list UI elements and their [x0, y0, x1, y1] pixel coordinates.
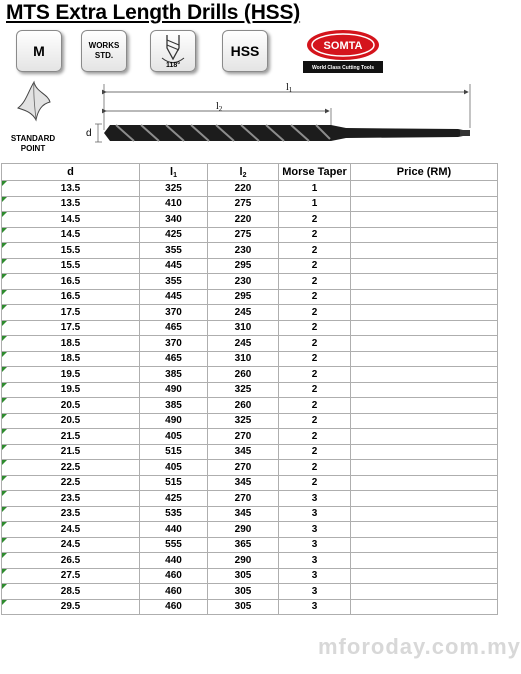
cell-l1: 370 — [140, 336, 208, 352]
point-angle-badge — [150, 30, 196, 72]
cell-l2: 295 — [208, 258, 279, 274]
cell-l1: 370 — [140, 305, 208, 321]
table-row — [2, 460, 498, 476]
cell-l1: 465 — [140, 320, 208, 336]
cell-price — [351, 537, 498, 553]
cell-l1: 355 — [140, 243, 208, 259]
cell-price — [351, 227, 498, 243]
cell-d: 17.5 — [2, 305, 140, 321]
cell-d: 21.5 — [2, 429, 140, 445]
dim-l2-sub: 2 — [218, 105, 223, 113]
cell-l1: 385 — [140, 398, 208, 414]
cell-price — [351, 584, 498, 600]
cell-l1: 460 — [140, 584, 208, 600]
cell-l1: 425 — [140, 227, 208, 243]
cell-d: 21.5 — [2, 444, 140, 460]
cell-l1: 465 — [140, 351, 208, 367]
table-row — [2, 305, 498, 321]
cell-morse-taper: 2 — [279, 305, 351, 321]
cell-morse-taper: 3 — [279, 584, 351, 600]
cell-price — [351, 181, 498, 197]
table-row — [2, 599, 498, 615]
cell-l2: 230 — [208, 243, 279, 259]
angle-label: 118° — [165, 62, 181, 69]
cell-l1: 445 — [140, 289, 208, 305]
standard-point-icon — [14, 80, 54, 132]
cell-morse-taper: 2 — [279, 289, 351, 305]
table-row — [2, 336, 498, 352]
watermark: mforoday.com.my — [318, 634, 521, 659]
cell-price — [351, 320, 498, 336]
cell-d: 17.5 — [2, 320, 140, 336]
hss-label: HSS — [230, 43, 260, 59]
table-row — [2, 274, 498, 290]
cell-l2: 325 — [208, 382, 279, 398]
table-row — [2, 258, 498, 274]
cell-l1: 440 — [140, 553, 208, 569]
table-row — [2, 568, 498, 584]
cell-price — [351, 460, 498, 476]
cell-l1: 515 — [140, 475, 208, 491]
cell-price — [351, 382, 498, 398]
cell-l1: 555 — [140, 537, 208, 553]
cell-price — [351, 429, 498, 445]
cell-d: 14.5 — [2, 212, 140, 228]
cell-price — [351, 506, 498, 522]
table-row — [2, 491, 498, 507]
cell-price — [351, 212, 498, 228]
cell-l1: 460 — [140, 568, 208, 584]
cell-morse-taper: 2 — [279, 212, 351, 228]
cell-price — [351, 522, 498, 538]
cell-l2: 260 — [208, 367, 279, 383]
cell-d: 14.5 — [2, 227, 140, 243]
col-header-l2-letter: l — [239, 165, 243, 178]
cell-l1: 340 — [140, 212, 208, 228]
table-row — [2, 227, 498, 243]
cell-morse-taper: 2 — [279, 351, 351, 367]
cell-d: 18.5 — [2, 351, 140, 367]
table-row — [2, 289, 498, 305]
cell-price — [351, 243, 498, 259]
table-row — [2, 553, 498, 569]
dim-l1-sub: 1 — [288, 86, 293, 94]
cell-d: 13.5 — [2, 196, 140, 212]
cell-l1: 535 — [140, 506, 208, 522]
cell-d: 18.5 — [2, 336, 140, 352]
cell-l1: 460 — [140, 599, 208, 615]
drill-table — [1, 163, 498, 615]
cell-morse-taper: 2 — [279, 475, 351, 491]
table-row — [2, 444, 498, 460]
cell-morse-taper: 3 — [279, 568, 351, 584]
std-label: STD. — [94, 51, 114, 60]
col-header-morse-taper: Morse Taper — [279, 164, 351, 181]
cell-price — [351, 196, 498, 212]
col-header-l1-letter: l — [170, 165, 174, 178]
cell-d: 29.5 — [2, 599, 140, 615]
cell-l2: 310 — [208, 351, 279, 367]
cell-l2: 305 — [208, 599, 279, 615]
cell-morse-taper: 2 — [279, 398, 351, 414]
cell-l2: 270 — [208, 491, 279, 507]
cell-l2: 275 — [208, 227, 279, 243]
table-row — [2, 429, 498, 445]
cell-morse-taper: 1 — [279, 181, 351, 197]
cell-price — [351, 475, 498, 491]
cell-morse-taper: 2 — [279, 444, 351, 460]
standard-label: STANDARD — [10, 134, 56, 143]
cell-d: 27.5 — [2, 568, 140, 584]
cell-morse-taper: 3 — [279, 491, 351, 507]
dim-l2-label — [216, 101, 223, 113]
cell-l1: 355 — [140, 274, 208, 290]
cell-l2: 345 — [208, 444, 279, 460]
page-title: MTS Extra Length Drills (HSS) — [6, 1, 301, 24]
cell-l1: 490 — [140, 413, 208, 429]
col-header-l2 — [208, 164, 279, 181]
material-m-label: M — [33, 43, 45, 59]
cell-price — [351, 351, 498, 367]
cell-d: 22.5 — [2, 460, 140, 476]
cell-l1: 325 — [140, 181, 208, 197]
cell-d: 19.5 — [2, 382, 140, 398]
cell-price — [351, 258, 498, 274]
cell-l2: 310 — [208, 320, 279, 336]
cell-price — [351, 491, 498, 507]
cell-l2: 305 — [208, 568, 279, 584]
works-std-badge — [81, 30, 127, 72]
cell-price — [351, 367, 498, 383]
cell-l2: 270 — [208, 460, 279, 476]
cell-l2: 290 — [208, 522, 279, 538]
cell-price — [351, 398, 498, 414]
dim-l1-label — [286, 82, 293, 94]
table-row — [2, 320, 498, 336]
cell-price — [351, 289, 498, 305]
cell-l2: 275 — [208, 196, 279, 212]
cell-l2: 245 — [208, 336, 279, 352]
cell-morse-taper: 2 — [279, 429, 351, 445]
cell-d: 23.5 — [2, 506, 140, 522]
table-row — [2, 398, 498, 414]
works-label: WORKS — [88, 41, 120, 50]
cell-d: 15.5 — [2, 243, 140, 259]
cell-l2: 270 — [208, 429, 279, 445]
cell-d: 19.5 — [2, 367, 140, 383]
cell-l2: 345 — [208, 506, 279, 522]
cell-morse-taper: 2 — [279, 413, 351, 429]
standard-point-label — [4, 134, 62, 154]
table-row — [2, 537, 498, 553]
cell-morse-taper: 2 — [279, 367, 351, 383]
cell-l1: 405 — [140, 460, 208, 476]
somta-logo — [303, 27, 383, 75]
dim-d-label: d — [86, 128, 92, 139]
cell-d: 23.5 — [2, 491, 140, 507]
cell-d: 16.5 — [2, 289, 140, 305]
dim-l2-letter: l — [216, 101, 219, 112]
cell-l1: 440 — [140, 522, 208, 538]
col-header-d: d — [2, 164, 140, 181]
table-row — [2, 413, 498, 429]
point-label: POINT — [20, 144, 46, 153]
cell-l2: 325 — [208, 413, 279, 429]
table-row — [2, 367, 498, 383]
cell-price — [351, 568, 498, 584]
cell-l1: 515 — [140, 444, 208, 460]
col-header-price: Price (RM) — [351, 164, 498, 181]
cell-l2: 245 — [208, 305, 279, 321]
cell-l2: 260 — [208, 398, 279, 414]
cell-d: 15.5 — [2, 258, 140, 274]
table-row — [2, 522, 498, 538]
cell-price — [351, 336, 498, 352]
cell-d: 13.5 — [2, 181, 140, 197]
cell-d: 20.5 — [2, 398, 140, 414]
cell-d: 16.5 — [2, 274, 140, 290]
cell-morse-taper: 3 — [279, 599, 351, 615]
drill-diagram — [86, 80, 486, 160]
table-row — [2, 475, 498, 491]
cell-l2: 365 — [208, 537, 279, 553]
cell-price — [351, 553, 498, 569]
cell-price — [351, 305, 498, 321]
cell-l2: 345 — [208, 475, 279, 491]
col-header-l1-sub: 1 — [173, 171, 177, 179]
logo-name: SOMTA — [323, 40, 363, 52]
table-row — [2, 181, 498, 197]
hss-badge — [222, 30, 268, 72]
cell-l2: 290 — [208, 553, 279, 569]
table-row — [2, 351, 498, 367]
cell-morse-taper: 3 — [279, 522, 351, 538]
cell-d: 22.5 — [2, 475, 140, 491]
cell-l1: 405 — [140, 429, 208, 445]
cell-morse-taper: 2 — [279, 243, 351, 259]
cell-morse-taper: 2 — [279, 320, 351, 336]
cell-l2: 220 — [208, 212, 279, 228]
cell-morse-taper: 3 — [279, 537, 351, 553]
cell-l1: 490 — [140, 382, 208, 398]
dim-l1-letter: l — [286, 82, 289, 93]
cell-price — [351, 413, 498, 429]
cell-morse-taper: 2 — [279, 274, 351, 290]
cell-morse-taper: 2 — [279, 336, 351, 352]
cell-morse-taper: 2 — [279, 460, 351, 476]
cell-l2: 295 — [208, 289, 279, 305]
cell-price — [351, 444, 498, 460]
table-row — [2, 506, 498, 522]
cell-l2: 305 — [208, 584, 279, 600]
col-header-l1 — [140, 164, 208, 181]
cell-d: 28.5 — [2, 584, 140, 600]
cell-morse-taper: 2 — [279, 258, 351, 274]
cell-d: 24.5 — [2, 537, 140, 553]
cell-morse-taper: 3 — [279, 553, 351, 569]
cell-l2: 220 — [208, 181, 279, 197]
table-row — [2, 243, 498, 259]
cell-price — [351, 274, 498, 290]
cell-morse-taper: 2 — [279, 382, 351, 398]
table-row — [2, 382, 498, 398]
cell-l2: 230 — [208, 274, 279, 290]
cell-l1: 425 — [140, 491, 208, 507]
logo-tagline: World Class Cutting Tools — [311, 65, 375, 71]
cell-d: 24.5 — [2, 522, 140, 538]
cell-l1: 445 — [140, 258, 208, 274]
cell-morse-taper: 2 — [279, 227, 351, 243]
cell-price — [351, 599, 498, 615]
cell-d: 20.5 — [2, 413, 140, 429]
material-m-badge — [16, 30, 62, 72]
table-row — [2, 212, 498, 228]
col-header-l2-sub: 2 — [242, 171, 247, 179]
point-angle-icon — [153, 32, 193, 70]
table-row — [2, 196, 498, 212]
cell-l1: 410 — [140, 196, 208, 212]
table-row — [2, 584, 498, 600]
cell-l1: 385 — [140, 367, 208, 383]
table-header-row — [2, 164, 498, 181]
cell-morse-taper: 1 — [279, 196, 351, 212]
cell-morse-taper: 3 — [279, 506, 351, 522]
cell-d: 26.5 — [2, 553, 140, 569]
